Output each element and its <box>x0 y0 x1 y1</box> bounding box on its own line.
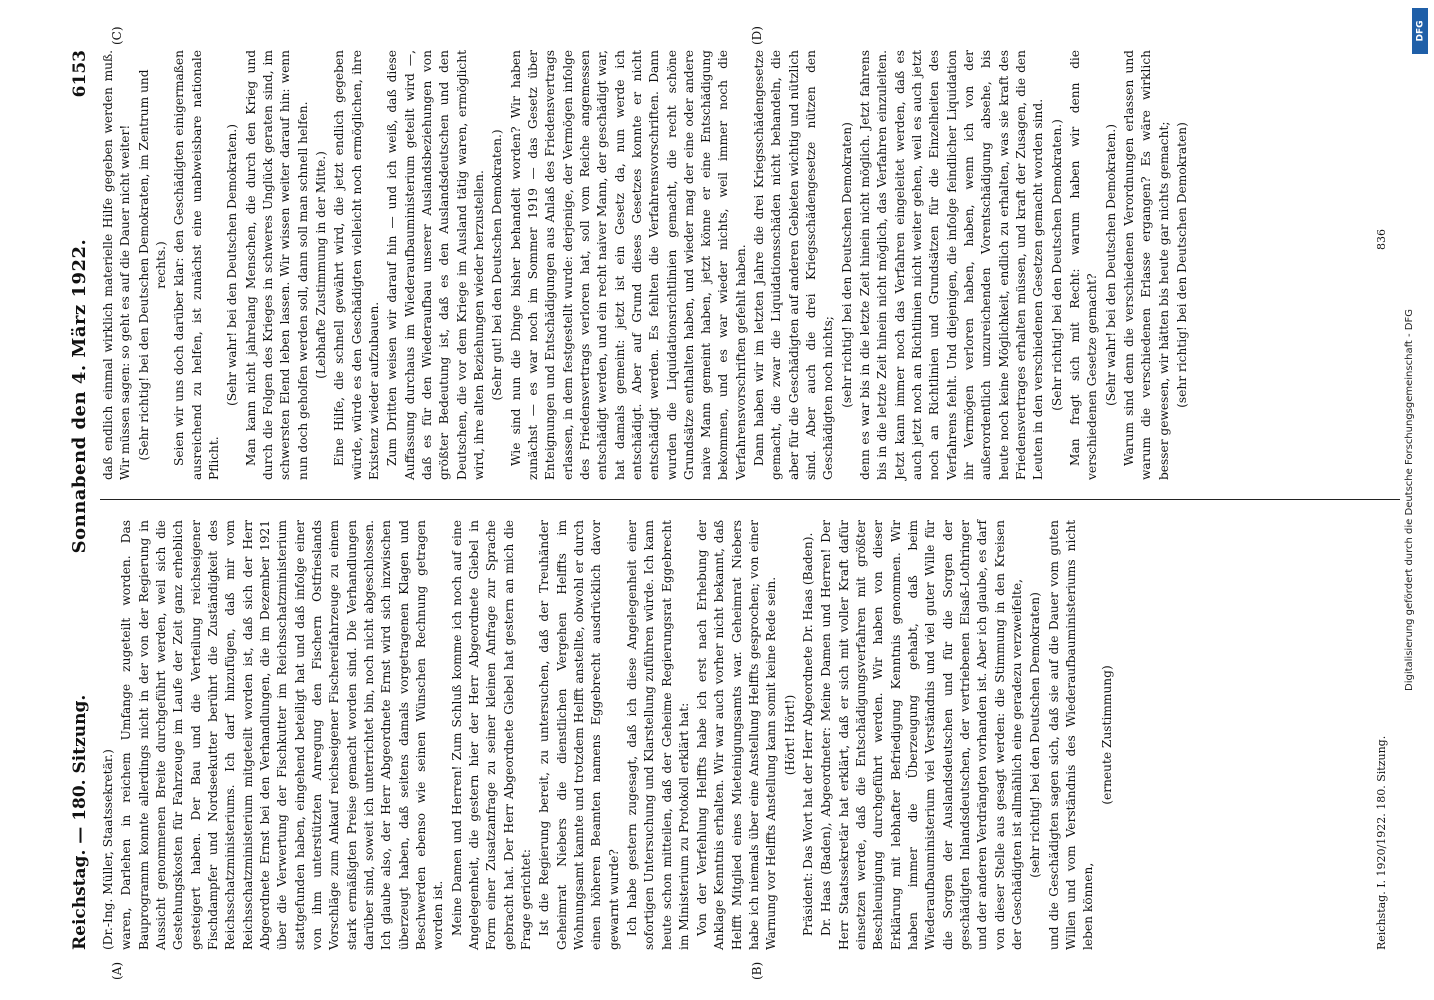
margin-marker-b: (B) <box>750 961 764 980</box>
paragraph: Meine Damen und Herren! Zum Schluß komme ich noch auf eine Angelegenheit, die gestern hier der Herr Abgeordnete Giebel in Form einer Zusatzanfrage zu seiner kleinen Anfrage zur Sprache gebracht hat. Der Herr Abgeordnete Giebel hat gestern an mich die Frage gerichtet: <box>449 520 533 950</box>
paragraph: Ich habe gestern zugesagt, daß ich diese Angelegenheit einer sofortigen Untersuchung und Klarstellung zuführen würde. Ich kann heute schon mitteilen, daß der Geheime Regierungsrat Eggebrecht im Ministerium zu Protokoll erklärt hat: <box>624 520 691 950</box>
interjection: (erneute Zustimmung) <box>1099 665 1114 805</box>
interjection: (Sehr wahr! bei den Deutschen Demokraten.) <box>1103 123 1118 407</box>
interjection: (sehr richtig! bei den Deutschen Demokraten) <box>839 122 854 408</box>
paragraph: Wie sind nun die Dinge bisher behandelt worden? Wir haben zunächst — es war noch im Sommer 1919 — das Gesetz über Enteignungen und Entschädigungen aus Anlaß des Friedensvertrags erlassen, in dem festgestellt wurde: derjenige, der Vermögen infolge des Friedensvertrags verloren hat, soll vom Reiche angemessen entschädigt werden, und ein recht naiver Mann, der geschädigt war, hat damals gemeint: jetzt ist ein Gesetz da, nun werde ich entschädigt. Aber auf Grund dieses Gesetzes konnte er nicht entschädigt werden. Es fehlten die Verfahrensvorschriften. Dann wurden die Liquidationsrichtlinien gemacht, die recht schöne Grundsätze enthalten haben, und wieder mag der eine oder andere naive Mann gemeint haben, jetzt könne er eine Entschädigung bekommen, und es war wieder nichts, weil immer noch die Verfahrensvorschriften gefehlt haben. <box>508 50 748 480</box>
document-page <box>50 26 1410 980</box>
interjection: (Sehr wahr! bei den Deutschen Demokraten.) <box>225 123 240 407</box>
left-column <box>100 520 1117 950</box>
paragraph: Dann haben wir im letzten Jahre die drei Kriegsschädengesetze gemacht, die zwar die Liquidationsschäden nicht behandeln, die aber für die Geschädigten auf anderen Gebieten wichtig und nützlich sind. Aber auch die drei Kriegsschädengesetze nützen den Geschädigten noch nichts; <box>752 50 836 480</box>
paragraph: Man fragt sich mit Recht: warum haben wir denn die verschiedenen Gesetze gemacht? <box>1068 50 1100 480</box>
margin-marker-c: (C) <box>110 26 124 45</box>
page-header <box>50 50 90 950</box>
page-number: 6153 <box>70 50 90 98</box>
column-divider <box>100 499 1400 500</box>
margin-marker-d: (D) <box>750 26 764 45</box>
interjection: (Sehr gut! bei den Deutschen Demokraten.) <box>490 129 505 401</box>
margin-marker-a: (A) <box>110 961 124 980</box>
header-date: Sonnabend den 4. März 1922. <box>69 238 90 554</box>
interjection: (Sehr richtig! bei den Deutschen Demokraten.) <box>1049 119 1064 411</box>
paragraph: Warum sind denn die verschiedenen Verordnungen erlassen und warum die verschiedenen Erlasse ergangen? Es wäre wirklich besser gewesen, wir hätten bis heute gar nichts gemacht; <box>1122 50 1171 480</box>
paragraph: Zum Dritten weisen wir darauf hin — und ich weiß, daß diese Auffassung durchaus im Wiederaufbauministerium geteilt wird —, daß es für den Wiederaufbau unserer Auslandsbeziehungen von größter Bedeutung ist, daß es den Auslandsdeutschen und den Deutschen, die vor dem Kriege im Ausland tätig waren, ermöglicht wird, ihre alten Beziehungen wieder herzustellen. <box>385 50 486 480</box>
paragraph: denn es war bis in die letzte Zeit hinein nicht möglich. Jetzt fahrens bis in die letzte Zeit hinein nicht möglich, das Verfahren einzuleiten. Jetzt kann immer noch das Verfahren eingeleitet werden, daß es auch jetzt noch an Richtlinien nicht weiter gehen, weil es auch jetzt noch an Richtlinien und Grundsätzen für die Einzelheiten des Verfahrens fehlt. Und diejenigen, die infolge feindlicher Liquidation ihr Vermögen verloren haben, haben, wenn ich von der außerordentlich unzureichenden Vorentschädigung absehe, bis heute noch keine Möglichkeit, endlich zu erhalten, was sie kraft des Friedensvertrages erhalten müssen, und kraft der Zusagen, die den Leuten in den verschiedenen Gesetzen gemacht worden sind. <box>858 50 1046 480</box>
dfg-logo: DFG <box>1412 8 1428 54</box>
paragraph: Präsident: Das Wort hat der Herr Abgeordnete Dr. Haas (Baden). <box>801 532 816 936</box>
interjection: (Sehr richtig! bei den Deutschen Demokraten, im Zentrum und rechts.) <box>136 69 168 461</box>
header-left: Reichstag. — 180. Sitzung. <box>70 694 90 950</box>
digitization-note <box>1404 0 1424 1000</box>
digitization-note-text: Digitalisierung gefördert durch die Deutsche Forschungsgemeinschaft - DFG <box>1404 308 1415 692</box>
interjection: (Lebhafte Zustimmung in der Mitte.) <box>313 151 328 379</box>
right-column <box>100 50 1192 480</box>
paragraph: (Dr.-Ing. Müller, Staatssekretär.) <box>101 749 115 950</box>
footer-source: Reichstag. I. 1920/1922. 180. Sitzung. <box>1375 735 1388 950</box>
paragraph: waren, Darlehen in reichem Umfange zugeteilt worden. Das Bauprogramm konnte allerdings nicht in der von der Regierung in Aussicht genommenen Breite durchgeführt werden, weil sich die Gestehungskosten für Fahrzeuge im Laufe der Zeit ganz erheblich gesteigert haben. Der Bau und die Verteilung reichseigener Fischdampfer und Nordseekutter berührt die Zuständigkeit des Reichsschatzministeriums. Ich darf hinzufügen, daß mir vom Reichsschatzministerium mitgeteilt worden ist, daß sich der Herr Abgeordnete Ernst bei den Verhandlungen, die im Dezember 1921 über die Verwertung der Fischkutter im Reichsschatzministerium stattgefunden haben, eingehend beteiligt hat und daß infolge einer von ihm unterstützten Anregung den Fischern Ostfrieslands Vorschläge zum Ankauf reichseigener Fischereifahrzeuge zu einem stark ermäßigten Preise gemacht worden sind. Die Verhandlungen darüber sind, soweit ich unterrichtet bin, noch nicht abgeschlossen. Ich glaube also, der Herr Abgeordnete Ernst wird sich inzwischen überzeugt haben, daß seitens damals vorgetragenen Klagen und Beschwerden ebenso wie seinen Wünschen Rechnung getragen worden ist. <box>119 520 446 950</box>
interjection: (sehr richtig! bei den Deutschen Demokraten) <box>1028 592 1043 878</box>
quoted-question: Ist die Regierung bereit, zu untersuchen, daß der Treuhänder Geheimrat Niebers die dienstlichen Vergehen Helffts im Wohnungsamt kannte und trotzdem Helfft anstellte, obwohl er durch einen höheren Beamten namens Eggebrecht ausdrücklich davor gewarnt wurde? <box>537 520 621 950</box>
interjection: (sehr richtig! bei den Deutschen Demokraten) <box>1175 122 1190 408</box>
paragraph: Seien wir uns doch darüber klar: den Geschädigten einigermaßen ausreichend zu helfen, ist zunächst eine unabweisbare nationale Pflicht. <box>172 50 221 480</box>
quoted-statement: Von der Verfehlung Helffts habe ich erst nach Erhebung der Anklage Kenntnis erhalten. Wir war auch vorher nicht bekannt, daß Helfft Mitglied eines Mieteinigungsamts war. Geheimrat Niebers habe ich niemals über eine Anstellung Helffts gesprochen; von einer Warnung vor Helffts Anstellung kann somit keine Rede sein. <box>695 520 779 950</box>
footer-number: 836 <box>1375 229 1388 250</box>
paragraph: daß endlich einmal wirklich materielle Hilfe gegeben werden muß. Wir müssen sagen: so geht es auf die Dauer nicht weiter! <box>101 50 133 480</box>
interjection: (Hört! Hört!) <box>782 694 797 776</box>
paragraph: Eine Hilfe, die schnell gewährt wird, die jetzt endlich gegeben würde, würde es den Geschädigten vielleicht noch ermöglichen, ihre Existenz wieder aufzubauen. <box>332 50 381 480</box>
paragraph: Dr. Haas (Baden), Abgeordneter: Meine Damen und Herren! Der Herr Staatssekretär hat erklärt, daß er sich mit voller Kraft dafür einsetzen werde, daß die Entschädigungsverfahren mit größter Beschleunigung durchgeführt werden. Wir haben von dieser Erklärung mit lebhafter Befriedigung Kenntnis genommen. Wir haben immer die Überzeugung gehabt, daß beim Wiederaufbauministerium viel Verständnis und viel guter Wille für die Sorgen der Auslandsdeutschen und für die Sorgen der geschädigten Inlandsdeutschen, der vertriebenen Elsaß-Lothringer und der anderen Verdrängten vorhanden ist. Aber ich glaube, es darf von dieser Stelle aus gesagt werden: die Stimmung in den Kreisen der Geschädigten ist allmählich eine geradezu verzweifelte, <box>819 520 1025 950</box>
paragraph: und die Geschädigten sagen sich, daß sie auf die Dauer vom guten Willen und vom Verständnis des Wiederaufbauministeriums nicht leben können, <box>1046 520 1096 950</box>
paragraph: Man kann nicht jahrelang Menschen, die durch den Krieg und durch die Folgen des Krieges in schweres Unglück geraten sind, im schwersten Elend leben lassen. Wir wissen weiter darauf hin: wenn nun doch geholfen werden soll, dann soll man schnell helfen. <box>243 50 310 480</box>
